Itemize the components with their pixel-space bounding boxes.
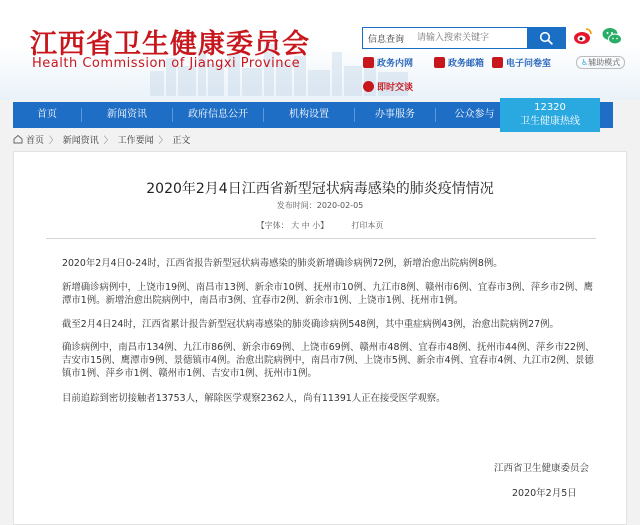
article-publish-info (0, 200, 640, 211)
accessibility-icon: ♿ (581, 58, 589, 67)
breadcrumb-separator: 〉 (158, 136, 168, 146)
nav-item-home[interactable]: 首页 (37, 109, 57, 120)
quick-link-survey[interactable] (492, 56, 551, 70)
font-size-close: 】 (320, 221, 329, 230)
breadcrumb-separator: 〉 (103, 136, 113, 146)
nav-item-institutions[interactable]: 机构设置 (289, 109, 329, 120)
article-paragraph: 确诊病例中，南昌市134例、九江市86例、新余市69例、上饶市69例、赣州市48例、宜春市48例、抚州市44例、萍乡市22例、吉安市15例、鹰潭市9例、景德镇市4例。治愈出院病例中，南昌市7例、上饶市5例、新余市4例、宜春市4例、九江市2例、景德镇市1例、萍乡市1例、赣州市1例、吉安市1例、抚州市1例。 (62, 342, 595, 379)
signature-date: 2020年2月5日 (512, 488, 577, 499)
article-title: 2020年2月4日江西省新型冠状病毒感染的肺炎疫情情况 (146, 181, 494, 197)
wechat-icon[interactable] (601, 25, 623, 47)
breadcrumb-home[interactable]: 首页 (26, 136, 45, 146)
quick-link-label: 辅助模式 (588, 58, 621, 67)
article-tools (0, 220, 640, 231)
site-header (0, 0, 640, 100)
font-size-medium-button[interactable]: 中 (301, 221, 310, 230)
quick-link-label: 政务内网 (377, 59, 414, 69)
breadcrumb-separator: 〉 (48, 136, 58, 146)
search-input[interactable] (417, 30, 509, 46)
nav-item-info-disclosure[interactable]: 政府信息公开 (188, 109, 248, 120)
font-size-label: 【字体： (256, 221, 289, 230)
font-size-large-button[interactable]: 大 (291, 221, 300, 230)
quick-link-intranet[interactable] (363, 56, 413, 70)
nav-item-participation[interactable]: 公众参与 (454, 109, 495, 120)
quick-link-label: 政务邮箱 (448, 59, 485, 69)
home-icon (13, 134, 23, 144)
breadcrumb-news[interactable]: 新闻资讯 (62, 136, 99, 146)
signature-organization: 江西省卫生健康委员会 (494, 463, 590, 474)
quick-link-label: 即时交谈 (377, 83, 414, 93)
hotline-label: 卫生健康热线 (520, 116, 580, 127)
publish-label: 发布时间： (276, 201, 317, 210)
nav-item-services[interactable]: 办事服务 (375, 109, 415, 120)
hotline-number: 12320 (534, 102, 566, 113)
nav-item-news[interactable]: 新闻资讯 (107, 109, 147, 120)
publish-date: 2020-02-05 (316, 201, 364, 210)
doc-icon (363, 57, 374, 68)
font-size-small-button[interactable]: 小 (312, 221, 321, 230)
article-paragraph: 新增确诊病例中，上饶市19例、南昌市13例、新余市10例、抚州市10例、九江市8例、赣州市6例、宜春市3例、萍乡市2例、鹰潭市1例。新增治愈出院病例中，南昌市3例、宜春市2例、新余市1例、上饶市1例、抚州市1例。 (62, 282, 593, 306)
search-label: 信息查询 (368, 35, 405, 45)
article-divider (46, 238, 596, 239)
mail-icon (434, 57, 445, 68)
breadcrumb (13, 133, 613, 149)
print-page-button[interactable]: 打印本页 (351, 221, 384, 230)
hotline-button[interactable] (500, 98, 600, 132)
search-icon (539, 31, 553, 45)
search-box (362, 27, 566, 49)
quick-link-label: 电子问卷室 (506, 59, 552, 69)
quick-link-chat[interactable] (363, 80, 413, 94)
article-paragraph: 目前追踪到密切接触者13753人，解除医学观察2362人，尚有11391人正在接受医学观察。 (62, 393, 446, 404)
chat-icon (363, 81, 374, 92)
breadcrumb-work-news[interactable]: 工作要闻 (117, 136, 154, 146)
article-paragraph: 截至2月4日24时，江西省累计报告新型冠状病毒感染的肺炎确诊病例548例，其中重症病例43例，治愈出院病例27例。 (62, 319, 559, 330)
weibo-icon[interactable] (572, 25, 594, 47)
screen-icon (492, 57, 503, 68)
breadcrumb-current: 正文 (172, 136, 191, 146)
accessibility-mode-button[interactable] (576, 56, 625, 69)
quick-link-mail[interactable] (434, 56, 484, 70)
search-button[interactable] (527, 28, 565, 48)
site-logo-subtitle[interactable]: Health Commission of Jiangxi Province (32, 56, 301, 71)
site-logo-title[interactable]: 江西省卫生健康委员会 (30, 29, 310, 60)
article-paragraph: 2020年2月4日0-24时，江西省报告新型冠状病毒感染的肺炎新增确诊病例72例，新增治愈出院病例8例。 (62, 258, 503, 269)
